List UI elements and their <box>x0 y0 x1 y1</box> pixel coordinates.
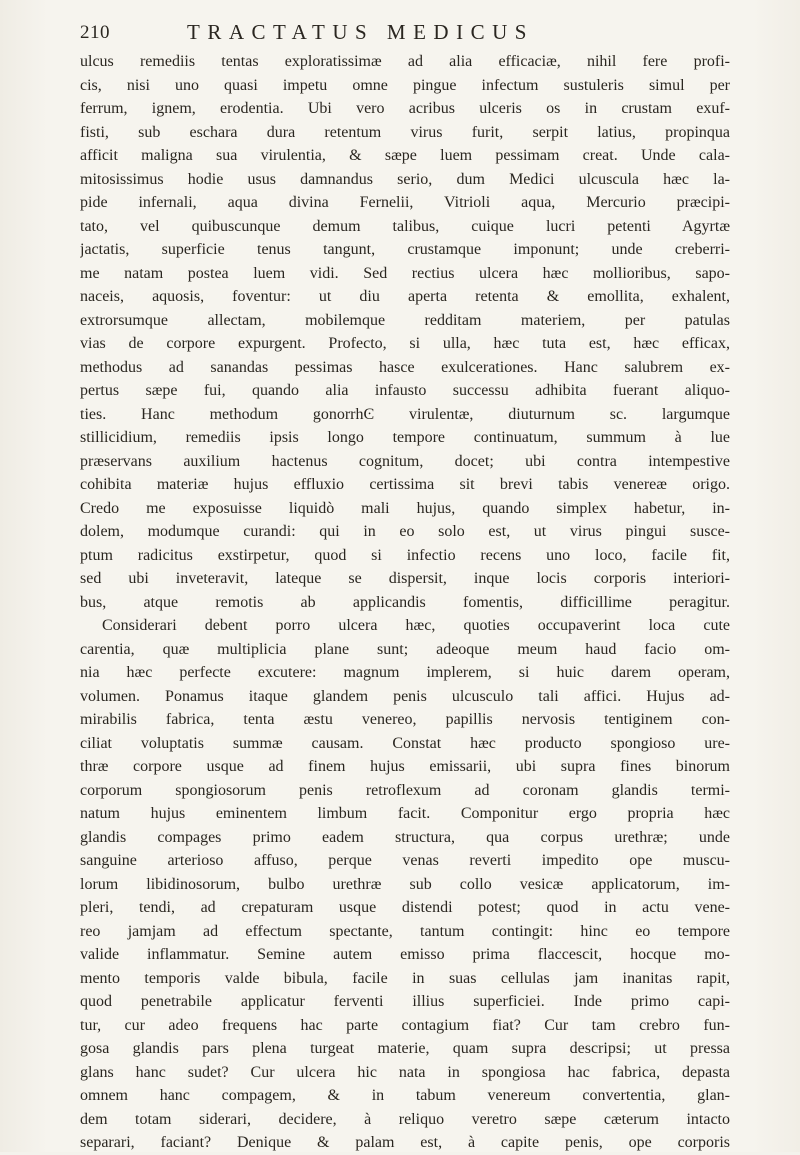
text-line: quod penetrabile applicatur ferventi illius superficiei. Inde primo capi- <box>80 993 730 1010</box>
text-line: sanguine arterioso affuso, perque venas reverti impedito ope muscu- <box>80 852 730 869</box>
text-line: dolem, modumque curandi: qui in eo solo est, ut virus pingui susce- <box>80 523 730 540</box>
text-line: glans hanc sudet? Cur ulcera hic nata in spongiosa hac fabrica, depasta <box>80 1063 730 1081</box>
text-line: cis, nisi uno quasi impetu omne pingue infectum sustuleris simul per <box>80 76 730 94</box>
text-line: extrorsumque allectam, mobilemque redditam materiem, per patulas <box>80 311 730 329</box>
text-line: valide inflammatur. Semine autem emisso prima flaccescit, hocque mo- <box>80 946 730 963</box>
text-line: lorum libidinosorum, bulbo urethræ sub collo vesicæ applicatorum, im- <box>80 875 730 893</box>
text-line: ulcus remediis tentas exploratissimæ ad alia efficaciæ, nihil fere profi- <box>80 53 730 70</box>
text-line: vias de corpore expurgent. Profecto, si ulla, hæc tuta est, hæc efficax, <box>80 335 730 352</box>
text-line: sed ubi inveteravit, lateque se dispersit, inque locis corporis interiori- <box>80 570 730 587</box>
text-line: nia hæc perfecte excutere: magnum implerem, si huic darem operam, <box>80 664 730 681</box>
text-line: pertus sæpe fui, quando alia infausto successu adhibita fuerant aliquo- <box>80 382 730 399</box>
text-line: jactatis, superficie tenus tangunt, crustamque imponunt; unde creberri- <box>80 241 730 258</box>
text-line: bus, atque remotis ab applicandis fomentis, difficillime peragitur. <box>80 593 730 611</box>
text-line: Credo me exposuisse liquidò mali hujus, quando simplex habetur, in- <box>80 499 730 517</box>
text-line: ferrum, ignem, erodentia. Ubi vero acribus ulceris os in crustam exuf- <box>80 100 730 117</box>
text-line: cohibita materiæ hujus effluxio certissima sit brevi tabis venereæ origo. <box>80 476 730 493</box>
text-line: pleri, tendi, ad crepaturam usque distendi potest; quod in actu vene- <box>80 899 730 916</box>
text-line: separari, faciant? Denique & palam est, à capite penis, ope corporis <box>80 1134 730 1151</box>
text-line: glandis compages primo eadem structura, qua corpus urethræ; unde <box>80 828 730 846</box>
text-line: præservans auxilium hactenus cognitum, docet; ubi contra intempestive <box>80 452 730 470</box>
text-line: thræ corpore usque ad finem hujus emissarii, ubi supra fines binorum <box>80 758 730 775</box>
text-line: Considerari debent porro ulcera hæc, quoties occupaverint loca cute <box>102 617 730 634</box>
page-header <box>80 20 730 50</box>
body-text <box>80 50 730 1155</box>
text-line: afficit maligna sua virulentia, & sæpe luem pessimam creat. Unde cala- <box>80 147 730 164</box>
text-line: pide infernali, aqua divina Fernelii, Vitrioli aqua, Mercurio præcipi- <box>80 194 730 211</box>
text-line: natum hujus eminentem limbum facit. Componitur ergo propria hæc <box>80 805 730 822</box>
text-line: mento temporis valde bibula, facile in suas cellulas jam inanitas rapit, <box>80 969 730 987</box>
text-line: ties. Hanc methodum gonorrhϾ virulentæ, diuturnum sc. largumque <box>80 405 730 423</box>
text-line: mirabilis fabrica, tenta æstu venereo, papillis nervosis tentiginem con- <box>80 711 730 728</box>
text-line: naceis, aquosis, foventur: ut diu aperta retenta & emollita, exhalent, <box>80 288 730 305</box>
text-line: omnem hanc compagem, & in tabum venereum convertentia, glan- <box>80 1087 730 1104</box>
text-line: volumen. Ponamus itaque glandem penis ulcusculo tali affici. Hujus ad- <box>80 687 730 705</box>
text-line: methodus ad sanandas pessimas hasce exulcerationes. Hanc salubrem ex- <box>80 358 730 376</box>
text-line: reo jamjam ad effectum spectante, tantum contingit: hinc eo tempore <box>80 922 730 940</box>
text-line: fisti, sub eschara dura retentum virus furit, serpit latius, propinqua <box>80 123 730 141</box>
text-line: mitosissimus hodie usus damnandus serio, dum Medici ulcuscula hæc la- <box>80 170 730 188</box>
text-line: dem totam siderari, decidere, à reliquo veretro sæpe cæterum intacto <box>80 1110 730 1128</box>
text-line: me natam postea luem vidi. Sed rectius ulcera hæc mollioribus, sapo- <box>80 264 730 282</box>
text-line: corporum spongiosorum penis retroflexum ad coronam glandis termi- <box>80 781 730 799</box>
text-line: carentia, quæ multiplicia plane sunt; adeoque meum haud facio om- <box>80 640 730 658</box>
text-line: gosa glandis pars plena turgeat materie, quam supra descripsi; ut pressa <box>80 1040 730 1057</box>
text-line: stillicidium, remediis ipsis longo tempore continuatum, summum à lue <box>80 429 730 446</box>
text-line: tur, cur adeo frequens hac parte contagium fiat? Cur tam crebro fun- <box>80 1016 730 1034</box>
text-line: tato, vel quibuscunque demum talibus, cuique lucri petenti Agyrtæ <box>80 217 730 235</box>
running-title: TRACTATUS MEDICUS <box>187 20 534 44</box>
text-line: ptum radicitus exstirpetur, quod si infectio recens uno loco, facile fit, <box>80 546 730 564</box>
text-line: ciliat voluptatis summæ causam. Constat hæc producto spongioso ure- <box>80 734 730 752</box>
page-number: 210 <box>80 22 110 43</box>
